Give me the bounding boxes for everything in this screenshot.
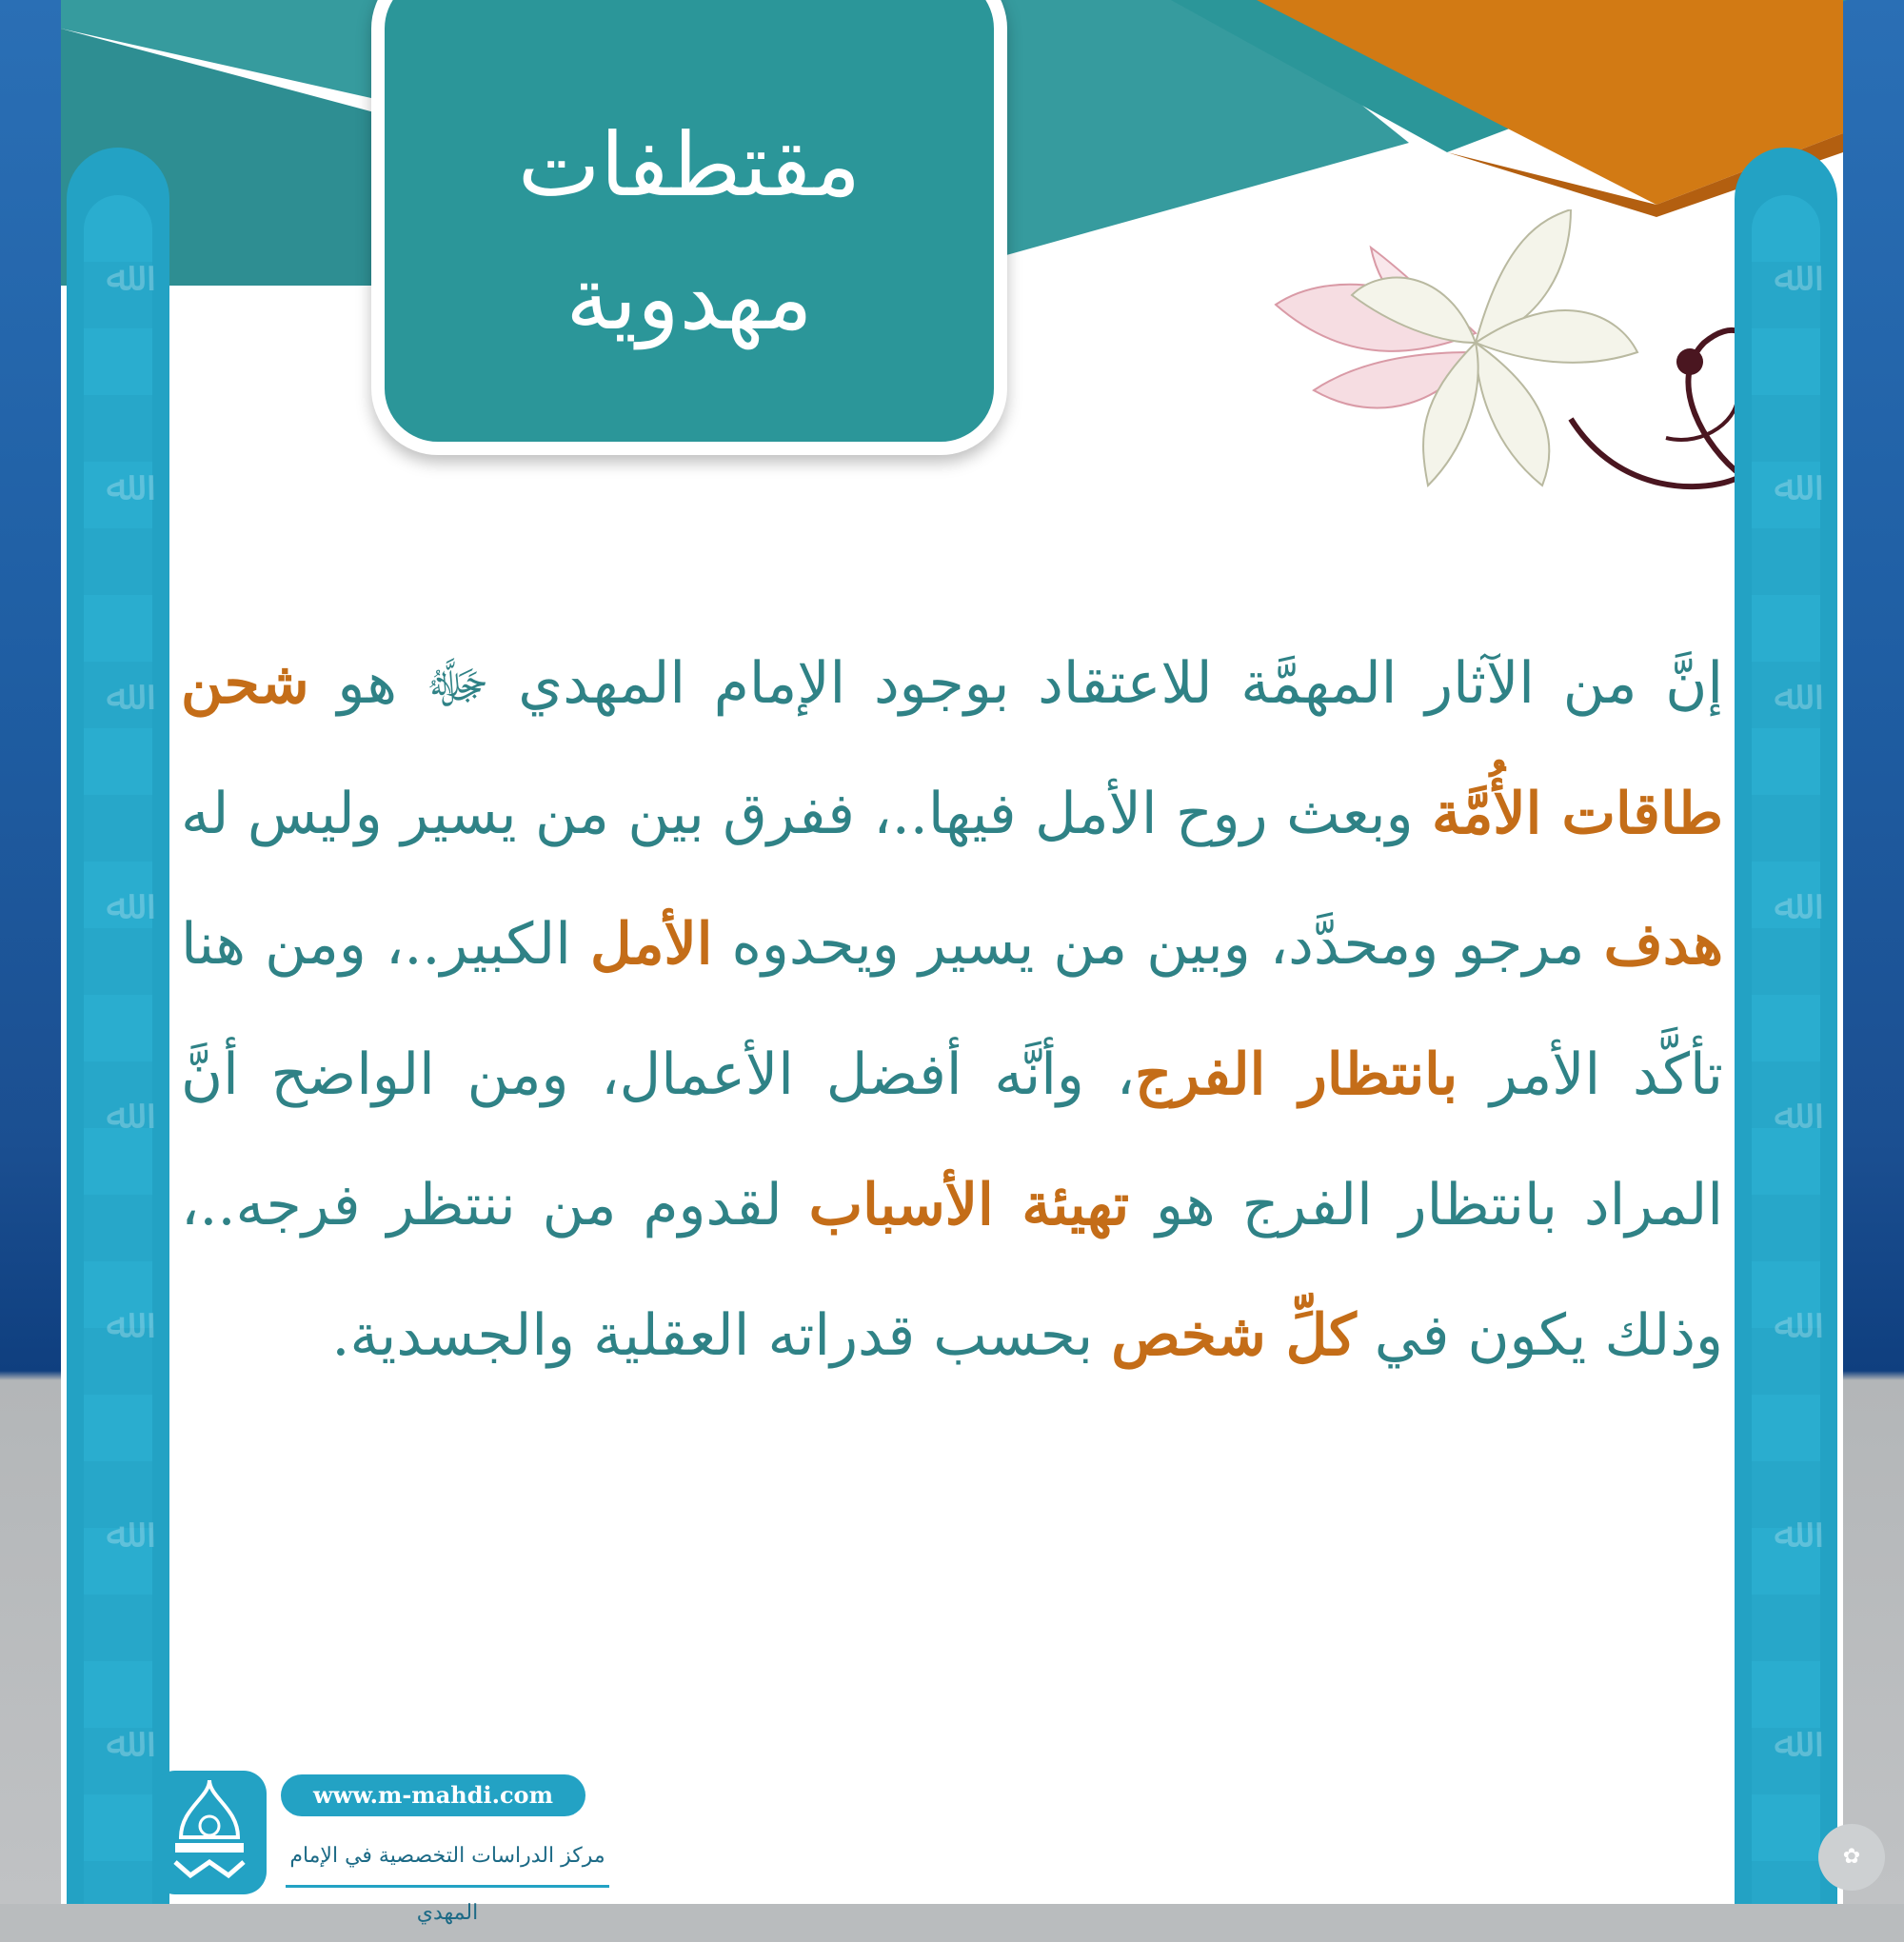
highlight-text: بانتظار الفرج xyxy=(1135,1041,1458,1108)
highlight-text: شحن طاقات الأُمَّة xyxy=(181,650,1723,847)
highlight-text: تهيئة الأسباب xyxy=(808,1172,1130,1239)
right-decorative-pillar: ﷲ ﷲ ﷲ ﷲ ﷲ ﷲ ﷲ ﷲ xyxy=(1735,148,1837,1904)
corner-seal-icon: ✿ xyxy=(1818,1824,1885,1891)
website-url[interactable]: www.m-mahdi.com xyxy=(281,1774,585,1816)
body-text-segment: إنَّ من الآثار المهمَّة للاعتقاد بوجود الإمام المهدي ﷻ هو xyxy=(308,650,1723,717)
page-title: مقتطفات مهدوية xyxy=(517,114,862,349)
lily-flower-decoration xyxy=(1257,209,1752,495)
highlight-text: كلِّ شخص xyxy=(1111,1302,1357,1369)
highlight-text: هدف xyxy=(1603,911,1723,978)
body-text-segment: مرجو ومحدَّد، وبين من يسير ويحدوه xyxy=(712,911,1604,978)
body-text-segment: وبعث روح الأمل فيها..، ففرق بين من يسير وليس له xyxy=(181,781,1433,847)
center-logo-icon xyxy=(152,1771,267,1894)
dome-emblem-icon xyxy=(152,1771,267,1894)
body-paragraph xyxy=(181,619,1723,1401)
body-text-segment: بحسب قدراته العقلية والجسدية. xyxy=(331,1302,1112,1369)
organization-name: مركز الدراسات التخصصية في الإمام المهدي xyxy=(286,1828,609,1888)
title-banner xyxy=(371,0,1007,455)
footer-branding xyxy=(152,1771,619,1925)
left-decorative-pillar: ﷲ ﷲ ﷲ ﷲ ﷲ ﷲ ﷲ ﷲ xyxy=(67,148,169,1904)
body-text-segment: ، وأنَّه أفضل الأعمال، ومن الواضح أنَّ المراد بانتظار الفرج هو xyxy=(181,1041,1723,1239)
body-text-segment: لقدوم من ننتظر فرجه..، وذلك يكون في xyxy=(181,1172,1723,1369)
body-text-segment: الكبير..، ومن هنا تأكَّد الأمر xyxy=(181,911,1723,1108)
highlight-text: الأمل xyxy=(589,911,713,978)
